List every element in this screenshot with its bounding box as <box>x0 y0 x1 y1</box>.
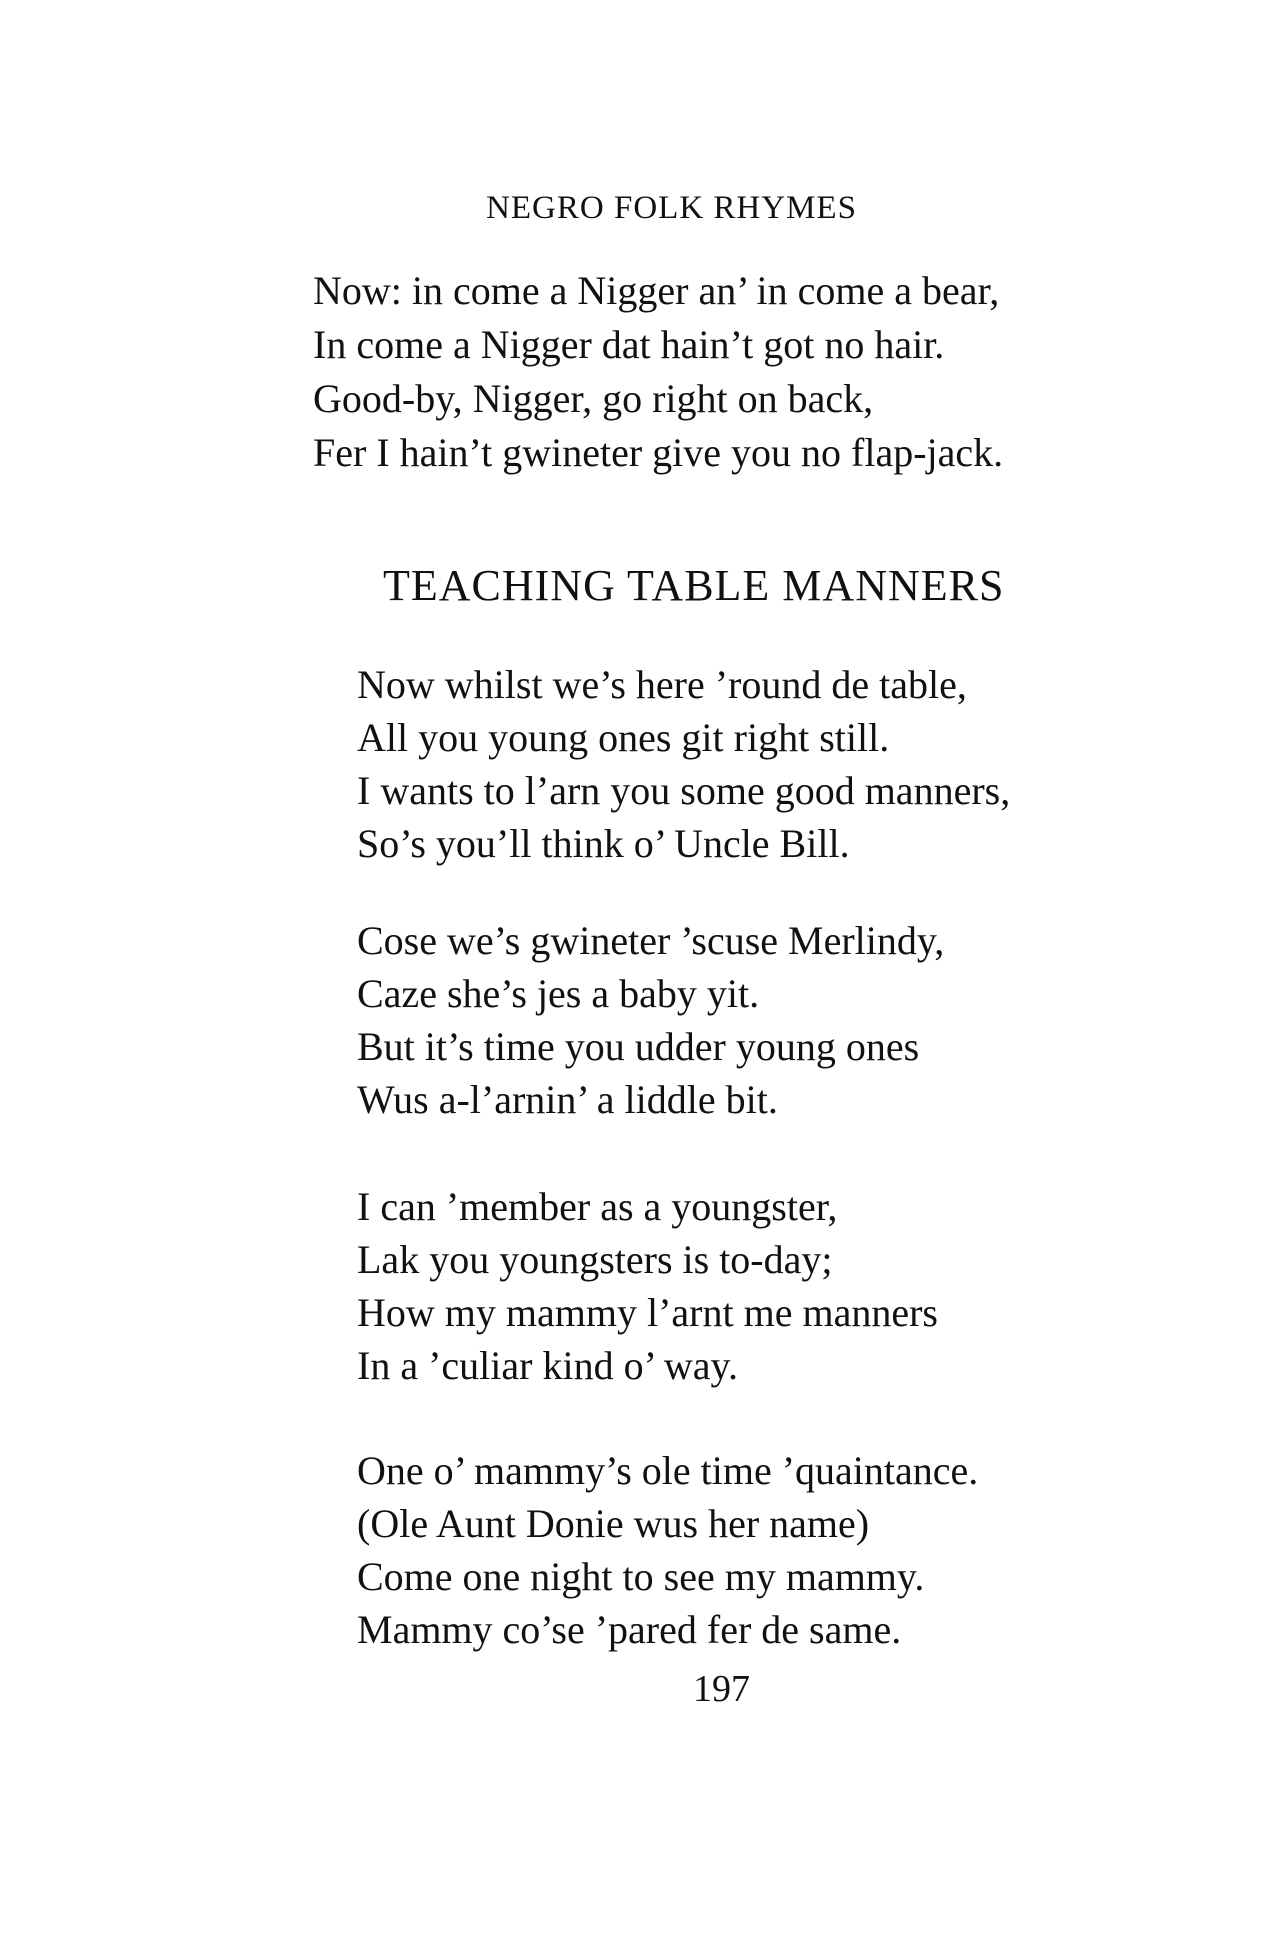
verse-line: I can ’member as a youngster, <box>357 1184 838 1229</box>
verse-line: Caze she’s jes a baby yit. <box>357 971 760 1016</box>
verse-line: But it’s time you udder young ones <box>357 1024 920 1069</box>
stanza-2 <box>357 914 944 1126</box>
verse-line: So’s you’ll think o’ Uncle Bill. <box>357 821 850 866</box>
page-number: 197 <box>693 1668 750 1710</box>
stanza-3 <box>357 1180 938 1392</box>
verse-line: In come a Nigger dat hain’t got no hair. <box>313 322 945 367</box>
opening-stanza <box>313 264 1003 480</box>
verse-line: Lak you youngsters is to-day; <box>357 1237 833 1282</box>
verse-line: In a ’culiar kind o’ way. <box>357 1343 738 1388</box>
verse-line: Wus a-l’arnin’ a liddle bit. <box>357 1077 778 1122</box>
verse-line: All you young ones git right still. <box>357 715 890 760</box>
running-head: NEGRO FOLK RHYMES <box>486 190 857 226</box>
verse-line: I wants to l’arn you some good manners, <box>357 768 1011 813</box>
verse-line: Cose we’s gwineter ’scuse Merlindy, <box>357 918 945 963</box>
verse-line: Now: in come a Nigger an’ in come a bear, <box>313 268 1000 313</box>
stanza-1 <box>357 658 1010 870</box>
verse-line: Good-by, Nigger, go right on back, <box>313 376 874 421</box>
verse-line: One o’ mammy’s ole time ’quaintance. <box>357 1448 979 1493</box>
stanza-4 <box>357 1444 978 1656</box>
verse-line: (Ole Aunt Donie wus her name) <box>357 1501 870 1546</box>
verse-line: Mammy co’se ’pared fer de same. <box>357 1607 902 1652</box>
verse-line: Now whilst we’s here ’round de table, <box>357 662 967 707</box>
verse-line: How my mammy l’arnt me manners <box>357 1290 938 1335</box>
verse-line: Come one night to see my mammy. <box>357 1554 925 1599</box>
verse-line: Fer I hain’t gwineter give you no flap-jack. <box>313 430 1004 475</box>
poem-title: TEACHING TABLE MANNERS <box>383 561 1005 610</box>
